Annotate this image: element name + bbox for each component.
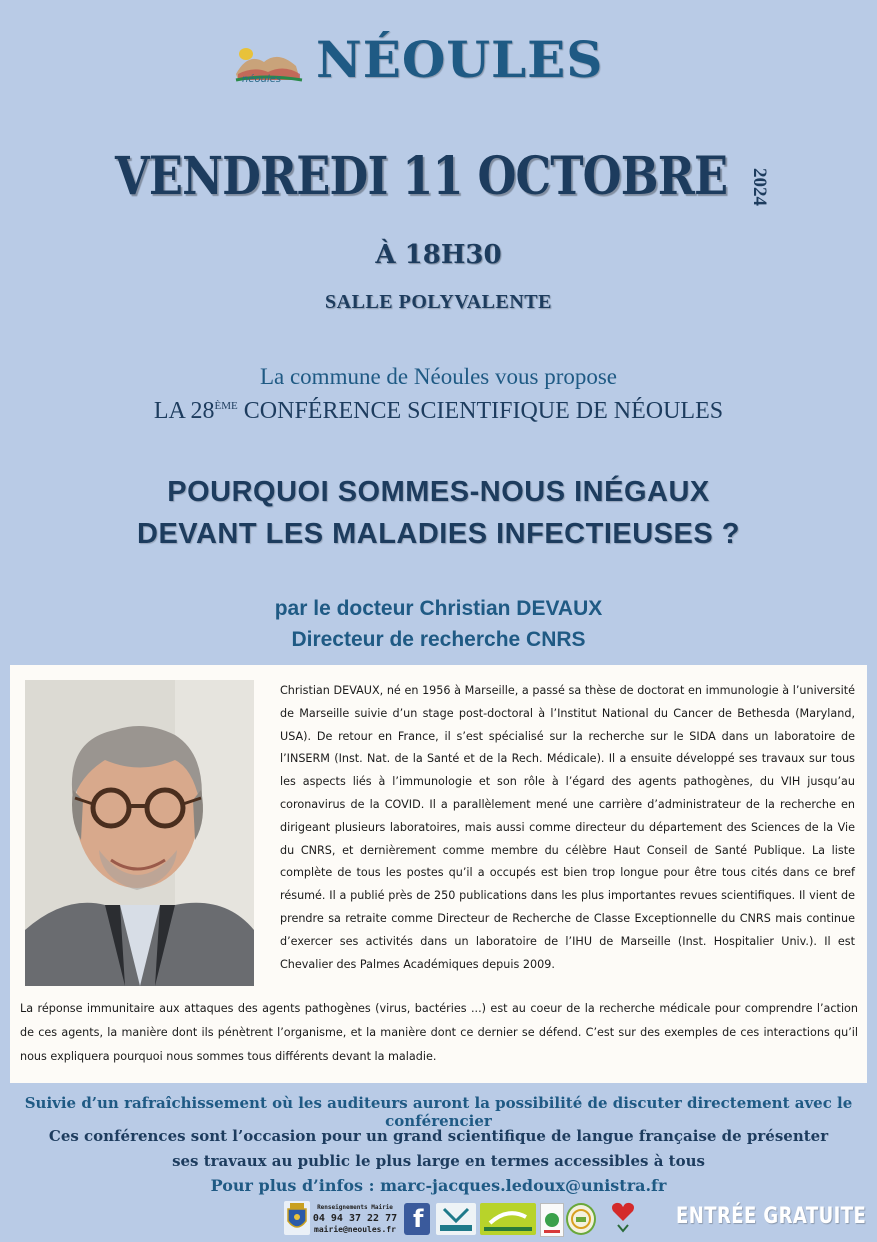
conference-ordinal-sup: ÈME <box>214 400 238 412</box>
speaker-portrait <box>25 680 254 986</box>
contact-info[interactable]: Pour plus d’infos : marc-jacques.ledoux@unistra.fr <box>210 1176 667 1195</box>
visitvar-logo-icon <box>436 1203 476 1235</box>
conference-title-line-1: POURQUOI SOMMES-NOUS INÉGAUX <box>167 476 710 508</box>
visitvar-icon <box>436 1203 476 1235</box>
town-hall-email: mairie@neoules.fr <box>314 1225 396 1234</box>
town-name: NÉOULES <box>316 30 604 89</box>
facebook-icon[interactable]: f <box>404 1203 430 1235</box>
conference-purpose-line-1: Ces conférences sont l’occasion pour un grand scientifique de langue française de présenter <box>48 1127 829 1145</box>
heart-logo-icon <box>610 1201 636 1237</box>
event-time: À 18H30 <box>375 240 502 270</box>
heart-icon <box>610 1201 636 1237</box>
event-year: 2024 <box>749 168 770 206</box>
event-venue: SALLE POLYVALENTE <box>325 291 552 313</box>
event-date: VENDREDI 11 OCTOBRE <box>115 146 728 207</box>
portrait-image <box>25 680 254 986</box>
proposal-line: La commune de Néoules vous propose <box>259 364 618 389</box>
canton-logo-icon <box>540 1203 564 1237</box>
conference-prefix: LA 28 <box>153 398 215 424</box>
speaker-name: par le docteur Christian DEVAUX <box>274 597 603 620</box>
conference-purpose-line-2: ses travaux au public le plus large en termes accessibles à tous <box>172 1152 705 1170</box>
conference-title-line-2: DEVANT LES MALADIES INFECTIEUSES ? <box>137 518 740 550</box>
api-logo-icon <box>566 1203 596 1235</box>
bio-paragraph-1: Christian DEVAUX, né en 1956 à Marseille, a passé sa thèse de doctorat en immunologie à l’université de Marseille suivie d’un stage post-doctoral à l’Institut National du Cancer de Bethesda (Maryland, USA). De retour en France, il s’est spécialisé sur la recherche sur le SIDA dans un laboratoire de l’INSERM (Inst. Nat. de la Santé et de la Rech. Médicale). Il a ensuite développé ses travaux sur tous les aspects liés à l’immunologie et son rôle à l’égard des agents pathogènes, du VIH jusqu’au coronavirus de la COVID. Il a parallèlement mené une carrière d’administrateur de la recherche en dirigeant plusieurs laboratoires, mais aussi comme directeur du département des Sciences de la Vie du CNRS, et dernièrement comme membre du célèbre Haut Conseil de Santé Publique. La liste complète de tous les postes qu’il a occupés est bien trop longue pour être tous cités dans ce bref résumé. Il a publié près de 250 publications dans les plus importantes revues scientifiques. Il vient de prendre sa retraite comme Directeur de Recherche de Classe Exceptionnelle du CNRS mais continue d’exercer ses activités dans un laboratoire de l’IHU de Marseille (Inst. Hospitalier Univ.). Il est Chevalier des Palmes Académiques depuis 2009. <box>280 684 855 971</box>
town-hall-phone: 04 94 37 22 77 <box>312 1213 398 1224</box>
tourism-icon <box>480 1203 536 1235</box>
info-label: Renseignements Mairie <box>317 1204 393 1211</box>
refreshment-note: Suivie d’un rafraîchissement où les auditeurs auront la possibilité de discuter directement avec le conférencier <box>24 1094 853 1130</box>
conference-line <box>0 398 877 425</box>
crest-icon <box>286 1203 308 1233</box>
bio-paragraph-2: La réponse immunitaire aux attaques des agents pathogènes (virus, bactéries ...) est au coeur de la recherche médicale pour comprendre l’action de ces agents, la manière dont ils pénètrent l’organisme, et la manière dont ce dernier se défend. C’est sur des exemples de ces interactions qu’il nous expliquera pourquoi nous sommes tous différents devant la maladie. <box>20 1002 858 1063</box>
logo-text: néoules <box>242 74 282 85</box>
api-icon <box>568 1205 594 1233</box>
canton-icon <box>541 1204 563 1236</box>
tourism-office-logo-icon <box>480 1203 536 1235</box>
town-crest-icon <box>284 1201 310 1235</box>
free-entry-label: ENTRÉE GRATUITE <box>676 1204 867 1229</box>
conference-suffix: CONFÉRENCE SCIENTIFIQUE DE NÉOULES <box>237 398 724 424</box>
speaker-role: Directeur de recherche CNRS <box>291 628 586 651</box>
town-hall-info <box>312 1202 398 1235</box>
town-logo <box>234 44 304 92</box>
